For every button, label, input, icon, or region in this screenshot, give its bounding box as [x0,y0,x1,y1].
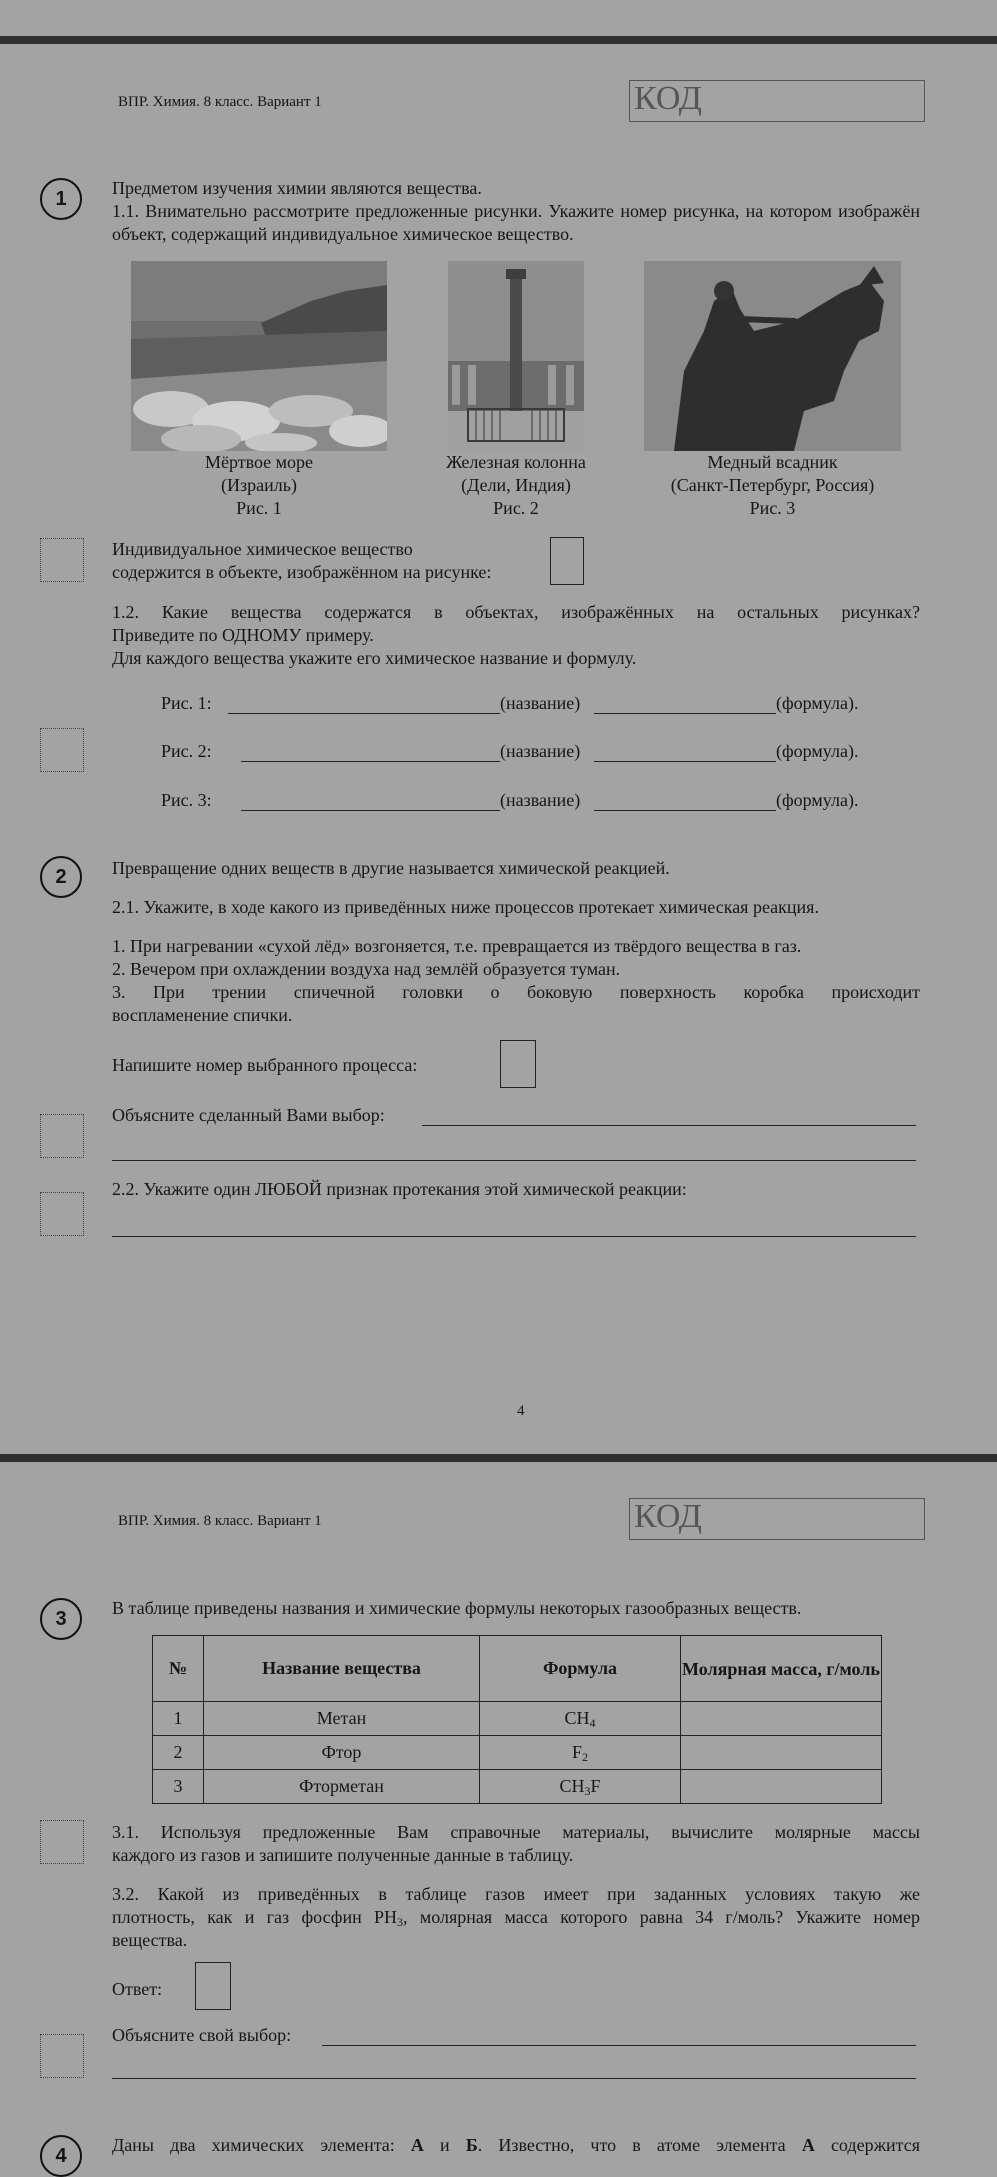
score-box[interactable] [40,728,84,772]
figure-2-caption [406,451,626,520]
row-label: Рис. 1: [161,693,212,713]
page-number: 4 [517,1403,525,1419]
figure-1-label: Рис. 1 [236,498,282,518]
task-4-intro: Даны два химических элемента: А и Б. Известно, что в атоме элемента А содержится [112,2135,920,2155]
score-box[interactable] [40,2034,84,2078]
col-header-molar-mass: Молярная масса, г/моль [681,1636,882,1702]
task-number-badge: 2 [40,856,82,898]
figure-2-label: Рис. 2 [493,498,539,518]
cell-number: 1 [153,1702,204,1736]
col-header-number: № [153,1636,204,1702]
code-field[interactable]: КОД [629,1498,925,1540]
figure-3-caption [644,451,901,520]
cell-molar-mass[interactable] [681,1736,882,1770]
question-3-2-line2: плотность, как и газ фосфин $PH_3$, молярная масса которого равна 34 г/моль? Укажите номер [112,1907,920,1929]
figure-2-place: (Дели, Индия) [461,475,571,495]
cell-formula: $F_2$ [480,1736,681,1770]
row-label: Рис. 2: [161,741,212,761]
answer-prompt-line1: Индивидуальное химическое вещество [112,539,413,559]
figure-3-place: (Санкт-Петербург, Россия) [670,475,875,495]
answer-prompt-line2: содержится в объекте, изображённом на рисунке: [112,562,492,582]
figure-3-label: Рис. 3 [749,498,796,518]
formula-answer-line[interactable] [594,810,776,811]
dead-sea-photo [131,261,387,451]
cell-formula: $CH_4$ [480,1702,681,1736]
page-separator [0,1454,997,1462]
choose-process-label: Напишите номер выбранного процесса: [112,1055,418,1075]
figure-3-title: Медный всадник [707,452,838,472]
iron-pillar-photo [448,261,584,451]
name-hint: (название) [500,741,581,761]
cell-formula: $CH_3F$ [480,1770,681,1804]
task-intro: Превращение одних веществ в другие называется химической реакцией. [112,858,670,878]
figure-1-caption [131,451,387,520]
question-1-2-line1: 1.2. Какие вещества содержатся в объектах, изображённых на остальных рисунках? [112,602,920,622]
table-row [153,1702,882,1736]
cell-molar-mass[interactable] [681,1702,882,1736]
explain-label: Объясните свой выбор: [112,2025,292,2045]
cell-name: Фторметан [204,1770,480,1804]
process-3-continued: воспламенение спички. [112,1005,293,1025]
figure-1-title: Мёртвое море [204,452,314,472]
col-header-formula: Формула [480,1636,681,1702]
question-1-2-line3: Для каждого вещества укажите его химическое название и формулу. [112,648,637,668]
cell-molar-mass[interactable] [681,1770,882,1804]
formula-hint: (формула). [776,790,859,810]
task-intro: Предметом изучения химии являются вещества. [112,178,482,198]
score-box[interactable] [40,1114,84,1158]
process-2: 2. Вечером при охлаждении воздуха над землёй образуется туман. [112,959,621,979]
question-3-1-line1: 3.1. Используя предложенные Вам справочные материалы, вычислите молярные массы [112,1822,920,1842]
table-row [153,1770,882,1804]
code-field[interactable]: КОД [629,80,925,122]
process-1: 1. При нагревании «сухой лёд» возгоняется, т.е. превращается из твёрдого вещества в газ. [112,936,802,956]
formula-hint: (формула). [776,741,859,761]
row-label: Рис. 3: [161,790,212,810]
cell-name: Фтор [204,1736,480,1770]
sign-answer-line[interactable] [112,1236,916,1237]
question-3-1-line2: каждого из газов и запишите полученные данные в таблицу. [112,1845,574,1865]
name-answer-line[interactable] [241,810,500,811]
process-number-answer-box[interactable] [500,1040,536,1088]
task-intro: В таблице приведены названия и химические формулы некоторых газообразных веществ. [112,1598,802,1618]
score-box[interactable] [40,538,84,582]
cell-name: Метан [204,1702,480,1736]
answer-label: Ответ: [112,1979,163,1999]
name-hint: (название) [500,790,581,810]
score-box[interactable] [40,1192,84,1236]
explain-answer-line[interactable] [112,2078,916,2079]
task-number-badge: 3 [40,1598,82,1640]
col-header-name: Название вещества [204,1636,480,1702]
cell-number: 2 [153,1736,204,1770]
formula-answer-line[interactable] [594,713,776,714]
question-3-2-line1: 3.2. Какой из приведённых в таблице газов имеет при заданных условиях такую же [112,1884,920,1904]
gas-number-answer-box[interactable] [195,1962,231,2010]
explain-answer-line[interactable] [112,1160,916,1161]
formula-hint: (формула). [776,693,859,713]
name-answer-line[interactable] [228,713,500,714]
page-header: ВПР. Химия. 8 класс. Вариант 1 [118,94,322,110]
task-number-badge: 4 [40,2135,82,2177]
score-box[interactable] [40,1820,84,1864]
name-hint: (название) [500,693,581,713]
cell-number: 3 [153,1770,204,1804]
page-header: ВПР. Химия. 8 класс. Вариант 1 [118,1513,322,1529]
question-3-2-line3: вещества. [112,1930,188,1950]
task-number-badge: 1 [40,178,82,220]
page-top-border [0,36,997,44]
formula-answer-line[interactable] [594,761,776,762]
table-row [153,1736,882,1770]
explain-answer-line[interactable] [422,1125,916,1126]
question-1-2-line2: Приведите по ОДНОМУ примеру. [112,625,374,645]
question-2-2: 2.2. Укажите один ЛЮБОЙ признак протекания этой химической реакции: [112,1179,687,1199]
question-1-1: 1.1. Внимательно рассмотрите предложенные рисунки. Укажите номер рисунка, на котором изображён объект, содержащий индивидуальное химическое вещество. [112,201,920,244]
name-answer-line[interactable] [241,761,500,762]
gases-table [152,1635,882,1804]
process-3: 3. При трении спичечной головки о боковую поверхность коробка происходит [112,982,920,1002]
explain-label: Объясните сделанный Вами выбор: [112,1105,385,1125]
figure-number-answer-box[interactable] [550,537,584,585]
question-2-1: 2.1. Укажите, в ходе какого из приведённых ниже процессов протекает химическая реакция. [112,897,819,917]
figure-1-place: (Израиль) [221,475,297,495]
figure-2-title: Железная колонна [446,452,586,472]
explain-answer-line[interactable] [322,2045,916,2046]
bronze-horseman-photo [644,261,901,451]
